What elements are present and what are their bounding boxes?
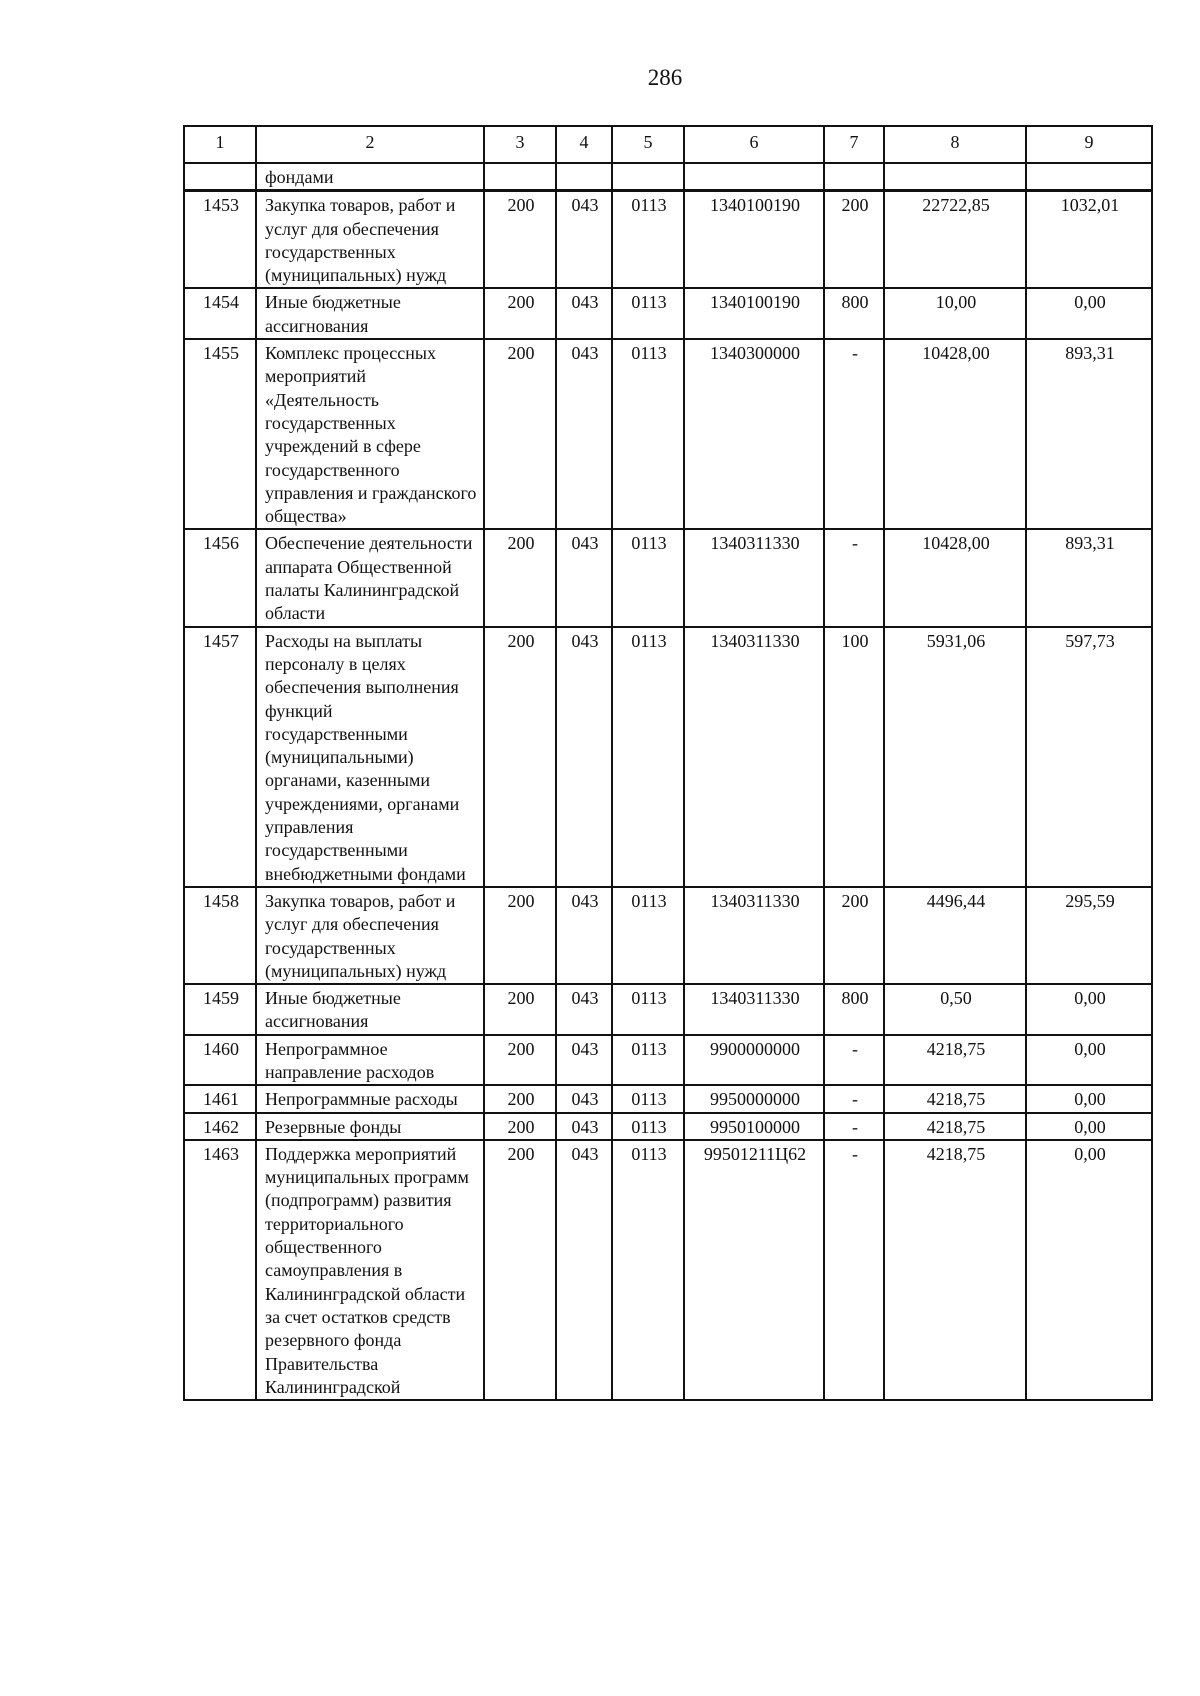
code-4-cell: 043 [556, 288, 612, 339]
expense-type-cell: - [824, 1113, 884, 1140]
row-number-cell: 1455 [184, 339, 256, 529]
amount-9-cell: 893,31 [1026, 339, 1152, 529]
item-name-cell: Непрограммные расходы [256, 1085, 484, 1112]
code-4-cell: 043 [556, 529, 612, 626]
row-number-cell: 1457 [184, 627, 256, 887]
code-3-cell: 200 [484, 1113, 556, 1140]
code-5-cell: 0113 [612, 191, 684, 289]
item-name-cell: Обеспечение деятельности аппарата Общественной палаты Калининградской области [256, 529, 484, 626]
budget-table [183, 125, 1153, 1401]
amount-9-cell: 1032,01 [1026, 191, 1152, 289]
code-4-cell: 043 [556, 339, 612, 529]
code-3-cell: 200 [484, 288, 556, 339]
row-number-cell: 1458 [184, 887, 256, 984]
target-article-cell: 9950100000 [684, 1113, 824, 1140]
column-header: 7 [824, 126, 884, 163]
code-5-cell [612, 163, 684, 191]
code-5-cell: 0113 [612, 627, 684, 887]
target-article-cell: 1340311330 [684, 887, 824, 984]
target-article-cell: 1340100190 [684, 191, 824, 289]
item-name-cell: Закупка товаров, работ и услуг для обеспечения государственных (муниципальных) нужд [256, 887, 484, 984]
table-row [184, 339, 1152, 529]
amount-9-cell: 597,73 [1026, 627, 1152, 887]
code-5-cell: 0113 [612, 1113, 684, 1140]
expense-type-cell: 200 [824, 887, 884, 984]
table-row [184, 1140, 1152, 1400]
amount-9-cell: 0,00 [1026, 1113, 1152, 1140]
row-number-cell [184, 163, 256, 191]
table-row [184, 627, 1152, 887]
item-name-cell: Закупка товаров, работ и услуг для обеспечения государственных (муниципальных) нужд [256, 191, 484, 289]
table-row [184, 984, 1152, 1035]
table-row [184, 1113, 1152, 1140]
code-4-cell: 043 [556, 627, 612, 887]
target-article-cell [684, 163, 824, 191]
table-row [184, 887, 1152, 984]
code-3-cell: 200 [484, 887, 556, 984]
expense-type-cell: - [824, 1140, 884, 1400]
target-article-cell: 1340100190 [684, 288, 824, 339]
code-4-cell: 043 [556, 984, 612, 1035]
expense-type-cell: - [824, 529, 884, 626]
column-header: 4 [556, 126, 612, 163]
code-3-cell [484, 163, 556, 191]
column-header: 1 [184, 126, 256, 163]
expense-type-cell: - [824, 1035, 884, 1086]
expense-type-cell [824, 163, 884, 191]
target-article-cell: 9950000000 [684, 1085, 824, 1112]
amount-8-cell: 5931,06 [884, 627, 1026, 887]
code-4-cell: 043 [556, 191, 612, 289]
code-4-cell: 043 [556, 1085, 612, 1112]
amount-9-cell: 0,00 [1026, 984, 1152, 1035]
code-5-cell: 0113 [612, 288, 684, 339]
target-article-cell: 1340311330 [684, 627, 824, 887]
amount-8-cell: 10,00 [884, 288, 1026, 339]
row-number-cell: 1461 [184, 1085, 256, 1112]
code-5-cell: 0113 [612, 984, 684, 1035]
target-article-cell: 1340311330 [684, 984, 824, 1035]
amount-8-cell: 10428,00 [884, 339, 1026, 529]
code-5-cell: 0113 [612, 887, 684, 984]
amount-9-cell: 0,00 [1026, 288, 1152, 339]
item-name-cell: Иные бюджетные ассигнования [256, 984, 484, 1035]
amount-8-cell: 4496,44 [884, 887, 1026, 984]
column-header: 2 [256, 126, 484, 163]
column-header: 5 [612, 126, 684, 163]
code-3-cell: 200 [484, 1035, 556, 1086]
amount-8-cell [884, 163, 1026, 191]
amount-8-cell: 4218,75 [884, 1035, 1026, 1086]
amount-8-cell: 4218,75 [884, 1085, 1026, 1112]
row-number-cell: 1453 [184, 191, 256, 289]
item-name-cell: Иные бюджетные ассигнования [256, 288, 484, 339]
code-5-cell: 0113 [612, 1035, 684, 1086]
table-row [184, 163, 1152, 191]
table-row [184, 1035, 1152, 1086]
code-4-cell: 043 [556, 1113, 612, 1140]
amount-9-cell: 0,00 [1026, 1085, 1152, 1112]
expense-type-cell: 800 [824, 288, 884, 339]
expense-type-cell: 800 [824, 984, 884, 1035]
target-article-cell: 1340300000 [684, 339, 824, 529]
item-name-cell: Поддержка мероприятий муниципальных программ (подпрограмм) развития территориального общественного самоуправления в Калининградской области за счет остатков средств резервного фонда Правительства Калининградской [256, 1140, 484, 1400]
amount-8-cell: 10428,00 [884, 529, 1026, 626]
item-name-cell: Непрограммное направление расходов [256, 1035, 484, 1086]
code-3-cell: 200 [484, 191, 556, 289]
code-5-cell: 0113 [612, 1085, 684, 1112]
row-number-cell: 1462 [184, 1113, 256, 1140]
code-4-cell: 043 [556, 1140, 612, 1400]
code-3-cell: 200 [484, 627, 556, 887]
amount-9-cell: 295,59 [1026, 887, 1152, 984]
table-header-row [184, 126, 1152, 163]
expense-type-cell: 200 [824, 191, 884, 289]
expense-type-cell: 100 [824, 627, 884, 887]
code-4-cell [556, 163, 612, 191]
column-header: 8 [884, 126, 1026, 163]
amount-9-cell: 0,00 [1026, 1140, 1152, 1400]
target-article-cell: 9900000000 [684, 1035, 824, 1086]
row-number-cell: 1454 [184, 288, 256, 339]
table-row [184, 529, 1152, 626]
code-3-cell: 200 [484, 984, 556, 1035]
code-3-cell: 200 [484, 1085, 556, 1112]
item-name-cell: Расходы на выплаты персоналу в целях обеспечения выполнения функций государственными (муниципальными) органами, казенными учреждениями, органами управления государственными внебюджетными фондами [256, 627, 484, 887]
amount-8-cell: 22722,85 [884, 191, 1026, 289]
table-row [184, 288, 1152, 339]
amount-8-cell: 4218,75 [884, 1113, 1026, 1140]
column-header: 3 [484, 126, 556, 163]
target-article-cell: 1340311330 [684, 529, 824, 626]
code-5-cell: 0113 [612, 1140, 684, 1400]
amount-8-cell: 0,50 [884, 984, 1026, 1035]
expense-type-cell: - [824, 339, 884, 529]
expense-type-cell: - [824, 1085, 884, 1112]
amount-8-cell: 4218,75 [884, 1140, 1026, 1400]
column-header: 6 [684, 126, 824, 163]
amount-9-cell [1026, 163, 1152, 191]
code-3-cell: 200 [484, 339, 556, 529]
row-number-cell: 1456 [184, 529, 256, 626]
item-name-cell: фондами [256, 163, 484, 191]
amount-9-cell: 0,00 [1026, 1035, 1152, 1086]
code-4-cell: 043 [556, 1035, 612, 1086]
row-number-cell: 1459 [184, 984, 256, 1035]
row-number-cell: 1460 [184, 1035, 256, 1086]
page-number: 286 [647, 65, 683, 90]
table-row [184, 191, 1152, 289]
code-5-cell: 0113 [612, 529, 684, 626]
item-name-cell: Комплекс процессных мероприятий «Деятельность государственных учреждений в сфере государственного управления и гражданского общества» [256, 339, 484, 529]
code-3-cell: 200 [484, 529, 556, 626]
item-name-cell: Резервные фонды [256, 1113, 484, 1140]
amount-9-cell: 893,31 [1026, 529, 1152, 626]
target-article-cell: 99501211Ц62 [684, 1140, 824, 1400]
row-number-cell: 1463 [184, 1140, 256, 1400]
code-5-cell: 0113 [612, 339, 684, 529]
code-4-cell: 043 [556, 887, 612, 984]
table-row [184, 1085, 1152, 1112]
code-3-cell: 200 [484, 1140, 556, 1400]
column-header: 9 [1026, 126, 1152, 163]
